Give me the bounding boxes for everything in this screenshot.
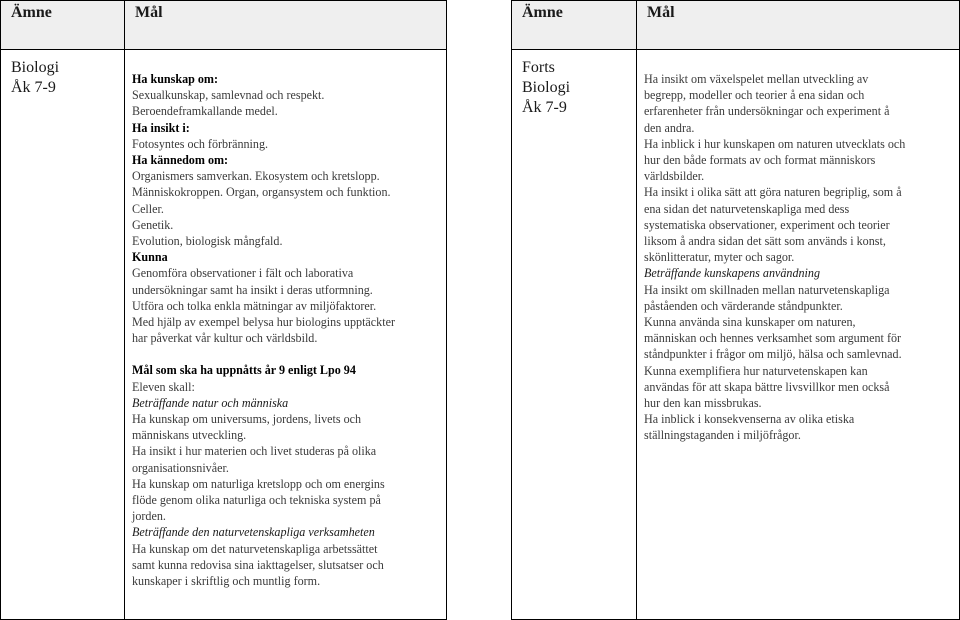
right-subject-line: Forts [522,59,555,76]
left-header-subject-label: Ämne [11,4,52,21]
goal-heading: Ha kännedom om: [132,153,229,168]
goal-heading: Kunna [132,250,168,265]
goal-line: Människokroppen. Organ, organsystem och funktion. [132,185,391,200]
goal-line: undersökningar samt ha insikt i deras utformning. [132,282,373,297]
left-subject-line: Åk 7-9 [11,79,56,96]
goal-line: användas för att skapa bättre livsvillkor men också [644,379,890,394]
goal-line: Sexualkunskap, samlevnad och respekt. [132,88,325,103]
right-goals-list [644,71,955,444]
goal-line: hur den både formats av och format människors [644,153,876,168]
goal-line: Fotosyntes och förbränning. [132,136,269,151]
goal-line: ståndpunkter i frågor om miljö, hälsa och samlevnad. [644,347,902,362]
right-subject-cell [512,50,637,620]
goal-line: Genetik. [132,217,174,232]
goal-line: skönlitteratur, myter och sagor. [644,250,795,265]
right-curriculum-table [511,0,960,620]
goal-line: flöde genom olika naturliga och tekniska system på [132,493,381,508]
goal-line: har påverkat vår kultur och världsbild. [132,331,318,346]
goal-line: organisationsnivåer. [132,460,229,475]
right-subject-line: Biologi [522,79,571,96]
goal-line: Ha kunskap om det naturvetenskapliga arbetssättet [132,541,378,556]
right-subject-line: Åk 7-9 [522,99,567,116]
left-header-subject [1,1,125,50]
goal-line: Med hjälp av exempel belysa hur biologins upptäckter [132,315,395,330]
goal-line: Utföra och tolka enkla mätningar av miljöfaktorer. [132,298,377,313]
right-header-row [512,1,960,50]
goal-line: kunskaper i skriftlig och muntlig form. [132,574,321,589]
left-curriculum-table [0,0,447,620]
left-goals-list [132,71,442,346]
goal-line: jorden. [132,509,166,524]
goal-line: ställningstaganden i miljöfrågor. [644,428,801,443]
goal-subheading: Beträffande natur och människa [132,395,289,410]
left-header-goal-label: Mål [135,4,163,21]
goal-line: Ha inblick i hur kunskapen om naturen utvecklats och [644,136,906,151]
goal-subheading: Beträffande kunskapens användning [644,266,820,281]
goal-line: Ha insikt i olika sätt att göra naturen begriplig, som å [644,185,902,200]
goal-line: Eleven skall: [132,379,195,394]
goal-heading: Ha kunskap om: [132,72,219,86]
goal-line: Genomföra observationer i fält och laborativa [132,266,354,281]
goal-line: hur den kan missbrukas. [644,396,762,411]
goal-line: Ha kunskap om universums, jordens, livets och [132,412,362,427]
goal-line: Organismers samverkan. Ekosystem och kretslopp. [132,169,380,184]
goal-line: människans utveckling. [132,428,247,443]
goal-line: Ha kunskap om naturliga kretslopp och om energins [132,476,385,491]
goal-line: Kunna använda sina kunskaper om naturen, [644,315,856,330]
goal-line: Ha insikt om skillnaden mellan naturvetenskapliga [644,282,890,297]
right-body-row [512,50,960,620]
goal-line: Evolution, biologisk mångfald. [132,234,283,249]
left-subject-cell [1,50,125,620]
goal-line: Kunna exemplifiera hur naturvetenskapen kan [644,363,868,378]
goal-line: påståenden och värderande ståndpunkter. [644,298,843,313]
goal-line: världsbilder. [644,169,705,184]
goal-line: människan och hennes verksamhet som argument för [644,331,902,346]
left-header-goal [125,1,447,50]
goal-subheading: Beträffande den naturvetenskapliga verksamheten [132,525,375,540]
goal-line: begrepp, modeller och teorier å ena sidan och [644,88,865,103]
goal-line: den andra. [644,120,695,135]
goal-heading: Mål som ska ha uppnåtts år 9 enligt Lpo 94 [132,363,356,378]
goal-line: erfarenheter från undersökningar och experiment å [644,104,890,119]
right-goals-cell [637,50,960,620]
goal-line: Beroendeframkallande medel. [132,104,278,119]
goal-line: Celler. [132,201,164,216]
right-header-goal-label: Mål [647,4,675,21]
goal-line: systematiska observationer, experiment och teorier [644,217,890,232]
goal-line: samt kunna redovisa sina iakttagelser, slutsatser och [132,557,384,572]
right-header-subject-label: Ämne [522,4,563,21]
left-subject-line: Biologi [11,59,60,76]
left-goals-cell [125,50,447,620]
goal-heading: Ha insikt i: [132,120,190,135]
goal-line: ena sidan det naturvetenskapliga med dess [644,201,850,216]
goal-line: Ha inblick i konsekvenserna av olika etiska [644,412,855,427]
goal-line: Ha insikt om växelspelet mellan utveckling av [644,72,869,86]
goal-line: Ha insikt i hur materien och livet studeras på olika [132,444,377,459]
left-body-row [1,50,447,620]
right-header-subject [512,1,637,50]
goal-line: liksom å andra sidan det sätt som används i konst, [644,234,886,249]
left-year9-goals-list [132,362,442,589]
left-header-row [1,1,447,50]
right-header-goal [637,1,960,50]
